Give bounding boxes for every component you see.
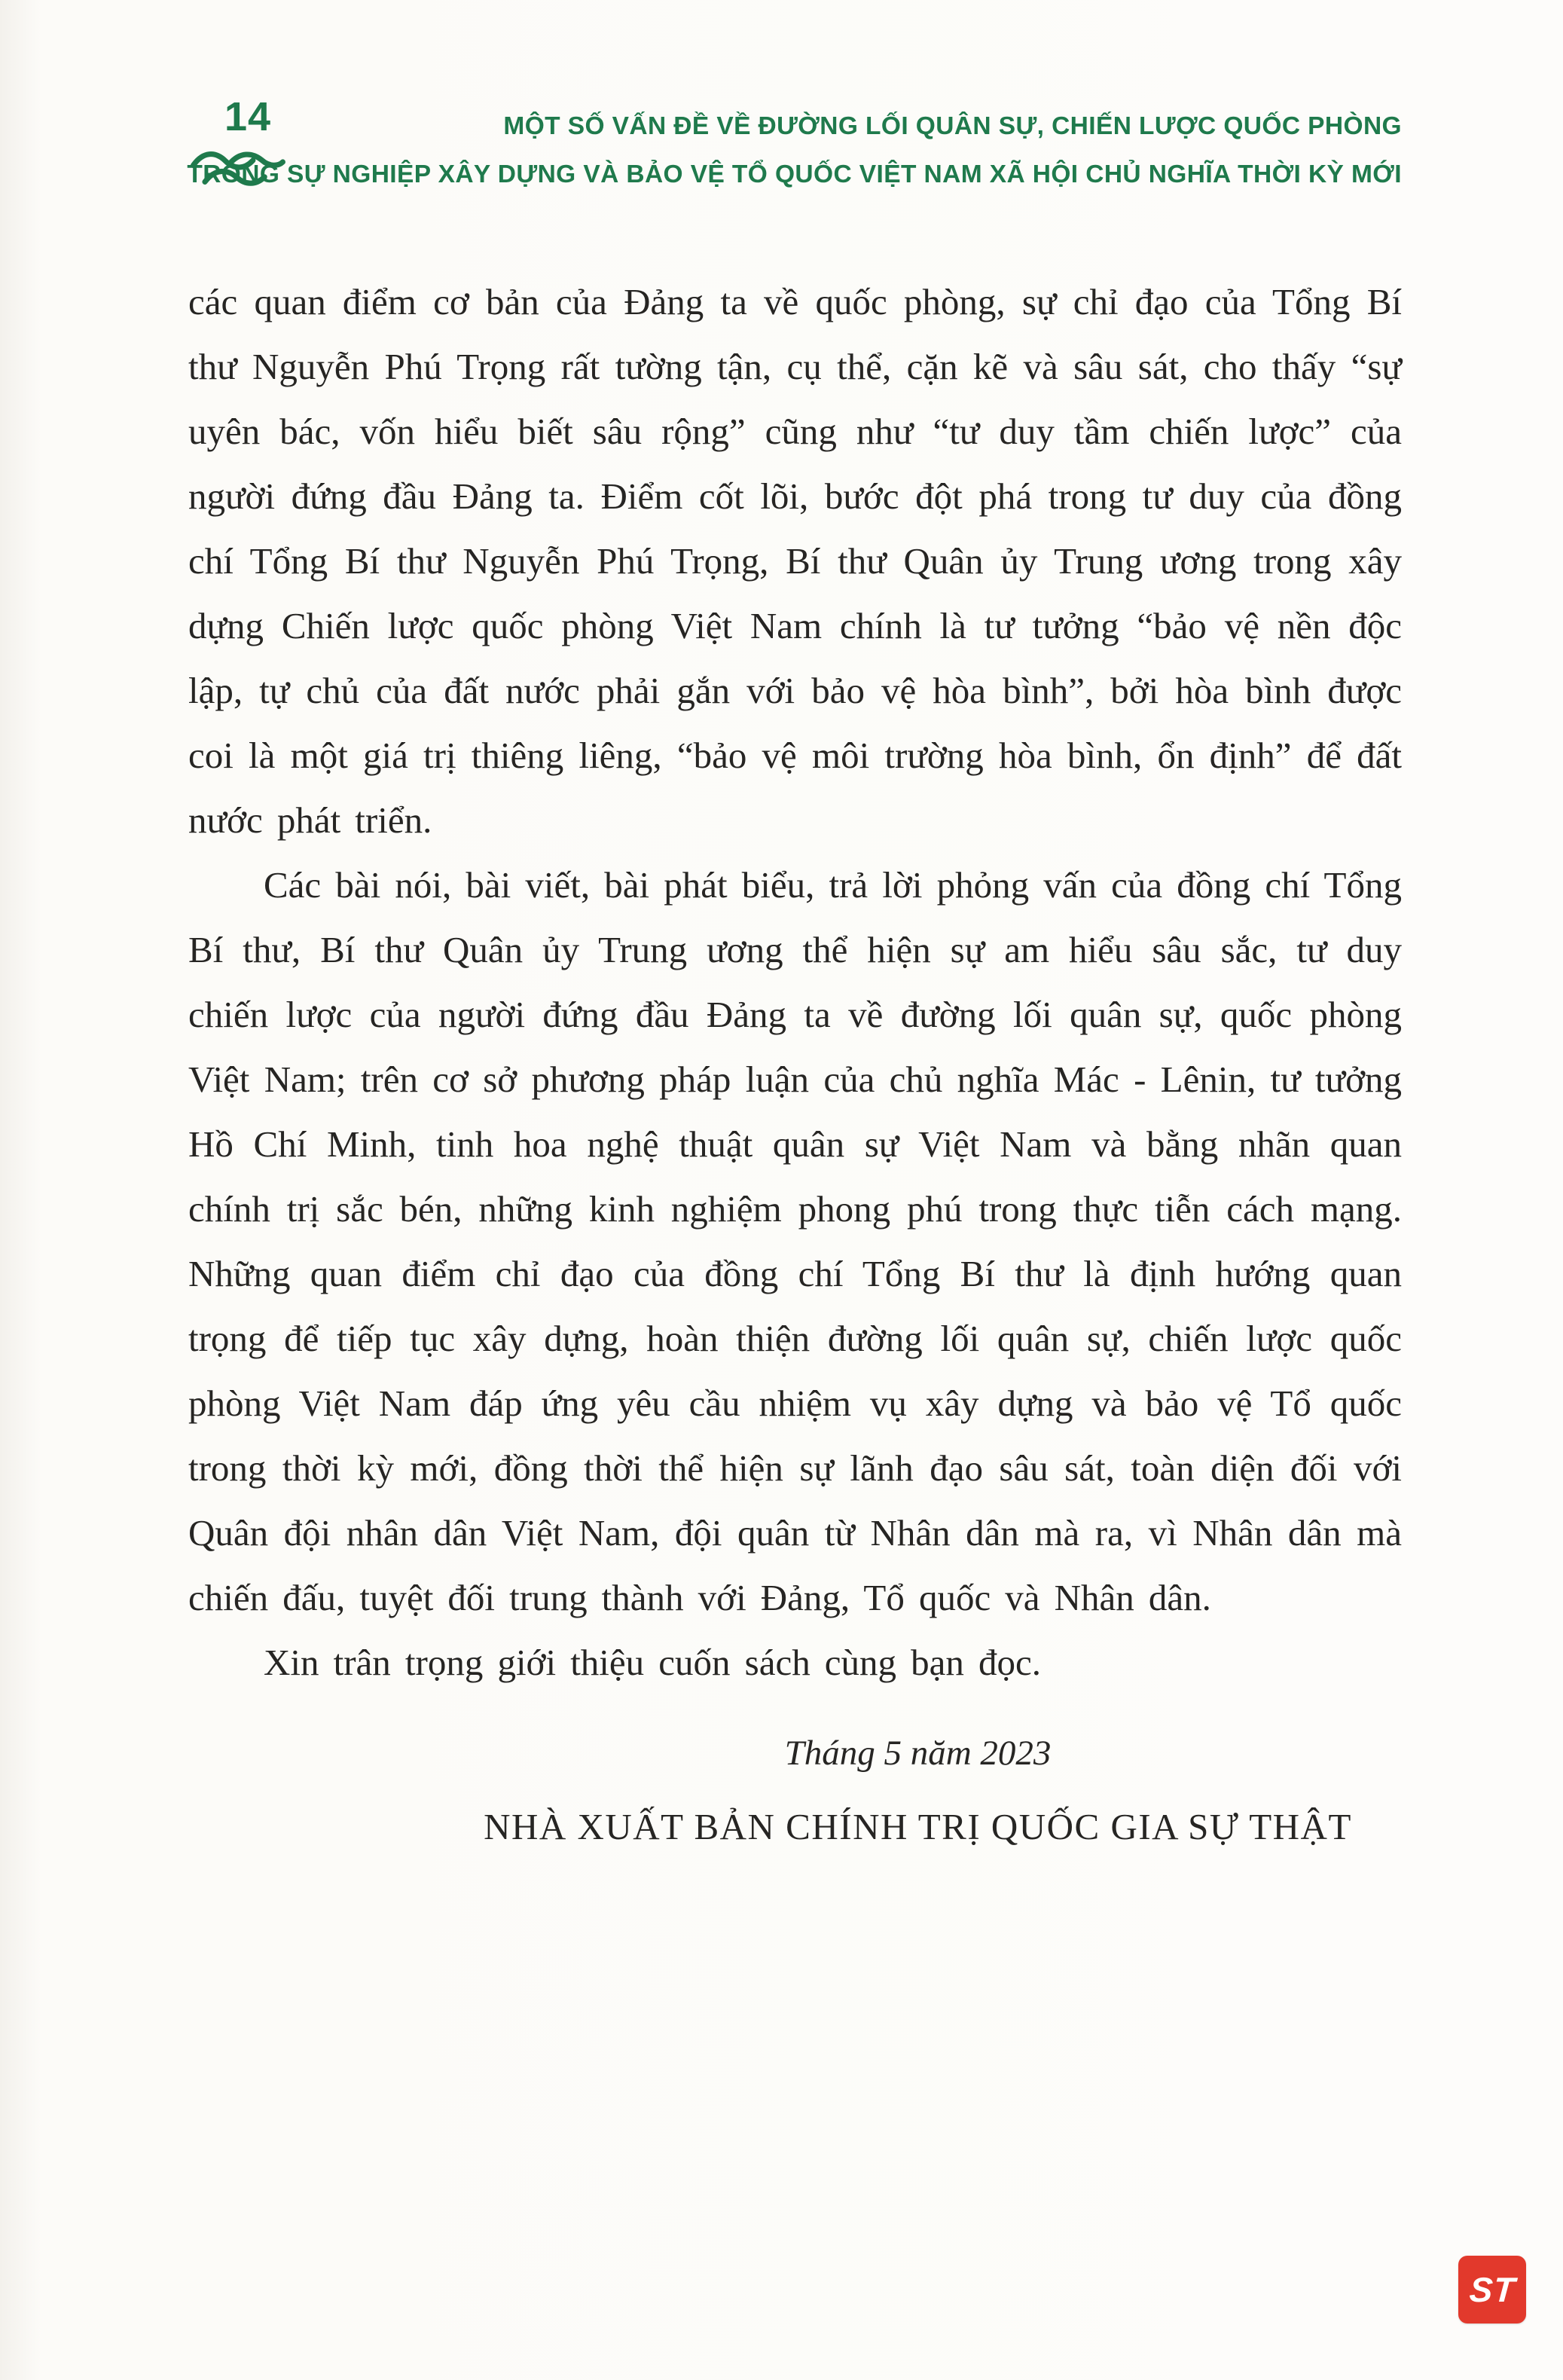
publisher-line: NHÀ XUẤT BẢN CHÍNH TRỊ QUỐC GIA SỰ THẬT (484, 1806, 1352, 1847)
running-title-line1: MỘT SỐ VẤN ĐỀ VỀ ĐƯỜNG LỐI QUÂN SỰ, CHIẾN LƯỢC QUỐC PHÒNG (503, 112, 1402, 140)
st-logo-text: ST (1467, 2270, 1517, 2309)
paragraph-closing: Xin trân trọng giới thiệu cuốn sách cùng bạn đọc. (264, 1642, 1042, 1683)
body-text (188, 270, 1402, 1859)
page-number: 14 (224, 94, 272, 139)
paragraph-continuation: các quan điểm cơ bản của Đảng ta về quốc phòng, sự chỉ đạo của Tổng Bí thư Nguyễn Phú Trọng rất tường tận, cụ thể, cặn kẽ và sâu sát, cho thấy “sự uyên bác, vốn hiểu biết sâu rộng” cũng như “tư duy tầm chiến lược” của người đứng đầu Đảng ta. Điểm cốt lõi, bước đột phá trong tư duy của đồng chí Tổng Bí thư Nguyễn Phú Trọng, Bí thư Quân ủy Trung ương trong xây dựng Chiến lược quốc phòng Việt Nam chính là tư tưởng “bảo vệ nền độc lập, tự chủ của đất nước phải gắn với bảo vệ hòa bình”, bởi hòa bình được coi là một giá trị thiêng liêng, “bảo vệ môi trường hòa bình, ổn định” để đất nước phát triển. (188, 281, 1402, 841)
page-header (188, 89, 1402, 232)
publisher-st-logo (1458, 2256, 1526, 2323)
closing-block (434, 1721, 1402, 1859)
date-line: Tháng 5 năm 2023 (784, 1734, 1052, 1773)
paragraph: Các bài nói, bài viết, bài phát biểu, trả lời phỏng vấn của đồng chí Tổng Bí thư, Bí thư Quân ủy Trung ương thể hiện sự am hiểu sâu sắc, tư duy chiến lược của người đứng đầu Đảng ta về đường lối quân sự, quốc phòng Việt Nam; trên cơ sở phương pháp luận của chủ nghĩa Mác - Lênin, tư tưởng Hồ Chí Minh, tinh hoa nghệ thuật quân sự Việt Nam và bằng nhãn quan chính trị sắc bén, những kinh nghiệm phong phú trong thực tiễn cách mạng. Những quan điểm chỉ đạo của đồng chí Tổng Bí thư là định hướng quan trọng để tiếp tục xây dựng, hoàn thiện đường lối quân sự, chiến lược quốc phòng Việt Nam đáp ứng yêu cầu nhiệm vụ xây dựng và bảo vệ Tổ quốc trong thời kỳ mới, đồng thời thể hiện sự lãnh đạo sâu sát, toàn diện đối với Quân đội nhân dân Việt Nam, đội quân từ Nhân dân mà ra, vì Nhân dân mà chiến đấu, tuyệt đối trung thành với Đảng, Tổ quốc và Nhân dân. (188, 864, 1402, 1618)
running-title-line2: TRONG SỰ NGHIỆP XÂY DỰNG VÀ BẢO VỆ TỔ QUỐC VIỆT NAM XÃ HỘI CHỦ NGHĨA THỜI KỲ MỚI (187, 160, 1402, 188)
running-title (187, 102, 1402, 199)
